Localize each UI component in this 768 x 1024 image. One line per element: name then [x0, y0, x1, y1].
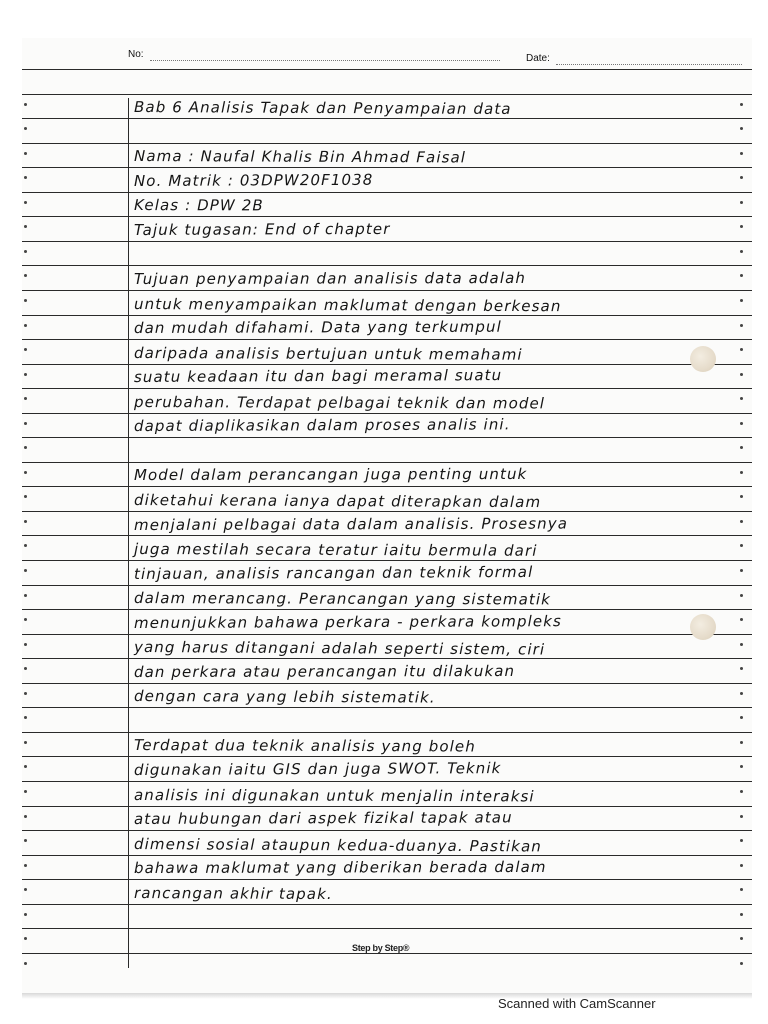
ruled-line [22, 585, 752, 586]
margin-dot [24, 176, 27, 179]
handwritten-line: No. Matrik : 03DPW20F1038 [133, 170, 374, 190]
margin-dot [740, 348, 743, 351]
handwritten-line: dengan cara yang lebih sistematik. [134, 687, 436, 707]
ruled-line [22, 806, 752, 807]
ruled-line [22, 241, 752, 242]
handwritten-line: Terdapat dua teknik analisis yang boleh [134, 736, 476, 756]
margin-dot [24, 446, 27, 449]
margin-dot [24, 643, 27, 646]
margin-dot [740, 201, 743, 204]
handwritten-line: Kelas : DPW 2B [134, 196, 264, 215]
notebook-brand: Step by Step® [352, 943, 410, 953]
margin-dot [24, 864, 27, 867]
handwritten-line: perubahan. Terdapat pelbagai teknik dan model [134, 392, 546, 413]
margin-dot [740, 324, 743, 327]
ruled-line [22, 732, 752, 733]
ruled-line [22, 683, 752, 684]
handwritten-line: dimensi sosial ataupun kedua-duanya. Pastikan [134, 834, 542, 856]
margin-dot [24, 790, 27, 793]
handwritten-line: Nama : Naufal Khalis Bin Ahmad Faisal [134, 147, 467, 167]
margin-dot [740, 152, 743, 155]
ruled-line [22, 315, 752, 316]
margin-dot [740, 864, 743, 867]
margin-dot [24, 373, 27, 376]
ruled-line [22, 904, 752, 905]
margin-dot [24, 913, 27, 916]
margin-dot [740, 495, 743, 498]
handwritten-line: diketahui kerana ianya dapat diterapkan dalam [134, 490, 542, 512]
date-field-line [556, 64, 742, 65]
margin-dot [24, 741, 27, 744]
ruled-line [22, 486, 752, 487]
ruled-line [22, 609, 752, 610]
scanner-watermark: Scanned with CamScanner [498, 996, 656, 1011]
ruled-line [22, 781, 752, 782]
margin-dot [740, 913, 743, 916]
date-label: Date: [526, 53, 550, 64]
ruled-line [22, 928, 752, 929]
margin-dot [24, 201, 27, 204]
margin-dot [24, 692, 27, 695]
ruled-line [22, 560, 752, 561]
handwritten-line: menjalani pelbagai data dalam analisis. Prosesnya [133, 513, 569, 534]
margin-dot [740, 765, 743, 768]
margin-dot [24, 152, 27, 155]
handwritten-line: Bab 6 Analisis Tapak dan Penyampaian data [134, 98, 512, 119]
margin-dot [24, 495, 27, 498]
punch-hole [690, 346, 716, 372]
margin-dot [24, 520, 27, 523]
ruled-line [22, 339, 752, 340]
margin-dot [24, 324, 27, 327]
margin-dot [24, 937, 27, 940]
margin-dot [740, 520, 743, 523]
margin-dot [24, 962, 27, 965]
handwritten-line: menunjukkan bahawa perkara - perkara kompleks [133, 611, 562, 632]
punch-hole [690, 614, 716, 640]
handwritten-line: yang harus ditangani adalah seperti sistem, ciri [134, 638, 546, 659]
margin-dot [24, 765, 27, 768]
margin-dot [740, 544, 743, 547]
handwritten-line: juga mestilah secara teratur iaitu bermula dari [134, 540, 538, 560]
ruled-line [22, 167, 752, 168]
margin-dot [24, 250, 27, 253]
margin-dot [24, 888, 27, 891]
ruled-line [22, 707, 752, 708]
margin-dot [740, 250, 743, 253]
handwritten-line: dapat diaplikasikan dalam proses analis ini. [133, 415, 511, 436]
margin-dot [740, 741, 743, 744]
handwritten-line: daripada analisis bertujuan untuk memahami [134, 343, 523, 364]
margin-dot [740, 446, 743, 449]
ruled-line [22, 364, 752, 365]
ruled-line [22, 511, 752, 512]
margin-line [128, 98, 129, 968]
margin-dot [740, 225, 743, 228]
no-label: No: [128, 49, 144, 60]
handwritten-line: suatu keadaan itu dan bagi meramal suatu [133, 366, 503, 387]
margin-dot [24, 716, 27, 719]
ruled-line [22, 143, 752, 144]
margin-dot [740, 790, 743, 793]
margin-dot [24, 618, 27, 621]
handwritten-line: dan mudah difahami. Data yang terkumpul [133, 317, 502, 338]
margin-dot [740, 962, 743, 965]
margin-dot [24, 397, 27, 400]
ruled-line [22, 756, 752, 757]
margin-dot [24, 299, 27, 302]
margin-dot [24, 127, 27, 130]
margin-dot [740, 471, 743, 474]
margin-dot [740, 127, 743, 130]
no-field-line [150, 60, 500, 61]
margin-dot [24, 348, 27, 351]
margin-dot [24, 225, 27, 228]
handwritten-line: digunakan iaitu GIS dan juga SWOT. Teknik [133, 759, 502, 779]
margin-dot [740, 937, 743, 940]
margin-dot [740, 422, 743, 425]
margin-dot [740, 716, 743, 719]
ruled-line [22, 462, 752, 463]
handwritten-line: analisis ini digunakan untuk menjalin interaksi [134, 785, 535, 805]
handwritten-line: Tujuan penyampaian dan analisis data adalah [133, 268, 526, 288]
ruled-line [22, 413, 752, 414]
margin-dot [740, 274, 743, 277]
margin-dot [740, 397, 743, 400]
handwritten-line: rancangan akhir tapak. [134, 883, 333, 903]
ruled-line [22, 830, 752, 831]
handwritten-line: dan perkara atau perancangan itu dilakukan [133, 661, 516, 681]
ruled-line [22, 634, 752, 635]
margin-dot [24, 103, 27, 106]
notebook-page [22, 38, 752, 993]
margin-dot [740, 569, 743, 572]
margin-dot [740, 594, 743, 597]
margin-dot [24, 471, 27, 474]
margin-dot [740, 839, 743, 842]
margin-dot [740, 643, 743, 646]
ruled-line [22, 437, 752, 438]
handwritten-line: Model dalam perancangan juga penting untuk [133, 465, 528, 485]
ruled-line [22, 118, 752, 119]
margin-dot [24, 422, 27, 425]
ruled-line [22, 290, 752, 291]
margin-dot [740, 815, 743, 818]
handwritten-line: bahawa maklumat yang diberikan berada dalam [133, 858, 547, 878]
margin-dot [24, 274, 27, 277]
handwritten-line: untuk menyampaikan maklumat dengan berkesan [134, 294, 562, 315]
margin-dot [24, 667, 27, 670]
margin-dot [740, 667, 743, 670]
margin-dot [24, 839, 27, 842]
margin-dot [740, 373, 743, 376]
handwritten-line: atau hubungan dari aspek fizikal tapak atau [133, 808, 513, 829]
margin-dot [740, 618, 743, 621]
handwritten-line: tinjauan, analisis rancangan dan teknik formal [133, 562, 534, 583]
ruled-line [22, 658, 752, 659]
margin-dot [740, 176, 743, 179]
ruled-line [22, 265, 752, 266]
ruled-line [22, 855, 752, 856]
ruled-line [22, 216, 752, 217]
margin-dot [24, 544, 27, 547]
margin-dot [740, 299, 743, 302]
ruled-line [22, 535, 752, 536]
margin-dot [24, 569, 27, 572]
handwritten-line: Tajuk tugasan: End of chapter [133, 219, 391, 239]
margin-dot [24, 594, 27, 597]
ruled-line [22, 192, 752, 193]
margin-dot [740, 888, 743, 891]
ruled-line [22, 94, 752, 95]
handwritten-line: dalam merancang. Perancangan yang sistematik [134, 589, 552, 609]
ruled-line [22, 879, 752, 880]
ruled-line [22, 388, 752, 389]
margin-dot [24, 815, 27, 818]
ruled-line [22, 69, 752, 70]
margin-dot [740, 103, 743, 106]
margin-dot [740, 692, 743, 695]
